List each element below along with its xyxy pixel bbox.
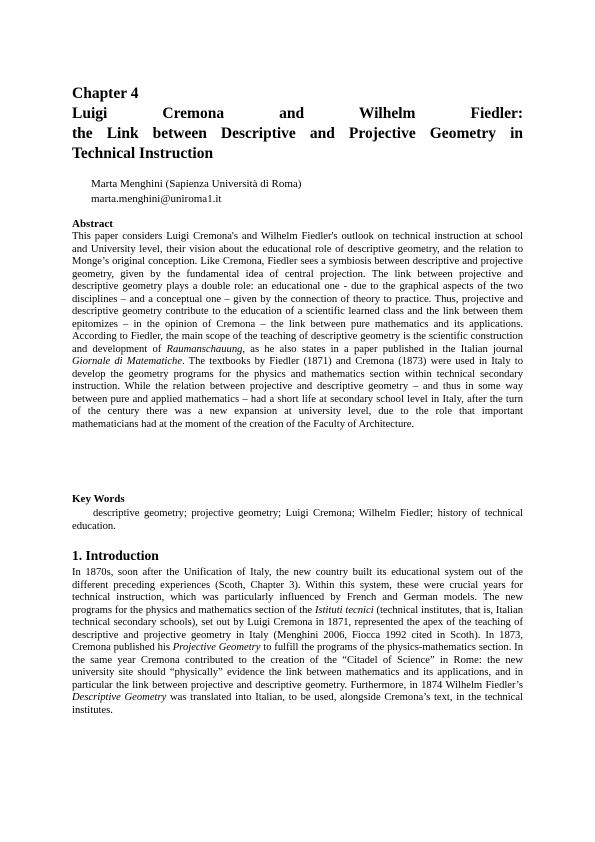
intro-text: to fulfill the programs of the physics-mathematics section. In the same year Cremona contributed to the creation of the “Citadel of Science” in Rome: the new university site should “physically” evidence the link between mathematics and its applications, and in particular the link between projective and descriptive geometry. Furthermore, in 1874 Wilhelm Fiedler’s <box>72 642 523 691</box>
author-affiliation: Marta Menghini (Sapienza Università di Roma) <box>91 178 302 190</box>
intro-text: was translated into Italian, to be used, alongside Cremona’s text, in the technical institutes. <box>72 692 524 716</box>
abstract-text: , as he also states in a paper published in the Italian journal <box>242 343 523 355</box>
keywords-body <box>72 508 523 533</box>
abstract-journal-title: Giornale di Matematiche <box>72 356 183 367</box>
title-line: Technical Instruction <box>72 145 214 162</box>
chapter-label: Chapter 4 <box>72 85 139 102</box>
keywords-heading: Key Words <box>72 493 125 505</box>
intro-book-title: Descriptive Geometry <box>72 692 167 703</box>
paper-title <box>72 104 523 164</box>
keywords-text: descriptive geometry; projective geometry; Luigi Cremona; Wilhelm Fiedler; history of technical education. <box>72 508 523 532</box>
intro-text: (technical institutes, that is, Italian technical secondary schools), set out by Luigi Cremona in 1871, represented the apex of the teaching of descriptive and projective geometry in Italy (Menghini 2006, Fiocca 1992 cited in Scoth). In 1873, Cremona published his <box>72 604 523 653</box>
introduction-heading: 1. Introduction <box>72 548 159 563</box>
abstract-text: This paper considers Luigi Cremona's and Wilhelm Fiedler's outlook on technical instruction at school and University level, their vision about the educational role of descriptive geometry, and the relation to Monge’s original conception. Like Cremona, Fiedler sees a symbiosis between descriptive and projective geometry, given by the fundamental idea of central projection. The link between projective and descriptive geometry plays a double role: an educational one - due to the graphical aspects of the two disciplines – and a conceptual one – given by the connection of theory to practice. Thus, projective and descriptive geometry contribute to the education of a scientific learned class and the link between them epitomizes – in the opinion of Cremona – the link between pure mathematics and its applications. According to Fiedler, the main scope of the teaching of descriptive geometry is the scientific construction and development of <box>72 231 523 355</box>
title-line: Luigi Cremona and Wilhelm Fiedler: <box>72 105 523 122</box>
intro-book-title: Projective Geometry <box>172 642 261 653</box>
introduction-body <box>72 567 523 717</box>
intro-italic-term: Istituti tecnici <box>314 604 374 616</box>
intro-text: In 1870s, soon after the Unification of Italy, the new country built its educational system out of the different preceding experiences (Scoth, Chapter 3). Within this system, these were crucial years for technical instruction, which was particularly influenced by French and German models. The new programs for the physics and mathematics section of the <box>72 567 523 616</box>
author-email: marta.menghini@uniroma1.it <box>91 193 222 205</box>
abstract-text: . The textbooks by Fiedler (1871) and Cremona (1873) were used in Italy to develop the geometry programs for the physics and mathematics section within technical secondary instruction. While the relation between projective and descriptive geometry – and thus in some way between pure and applied mathematics – had a short life at secondary school level in Italy, after the turn of the century there was a new expansion at university level, due to the role that important mathematicians had at the moment of the creation of the Faculty of Architecture. <box>72 356 523 430</box>
abstract-italic-term: Raumanschauung <box>166 343 243 355</box>
title-line: the Link between Descriptive and Projective Geometry in <box>72 125 523 142</box>
abstract-body <box>72 231 523 431</box>
abstract-heading: Abstract <box>72 218 113 230</box>
